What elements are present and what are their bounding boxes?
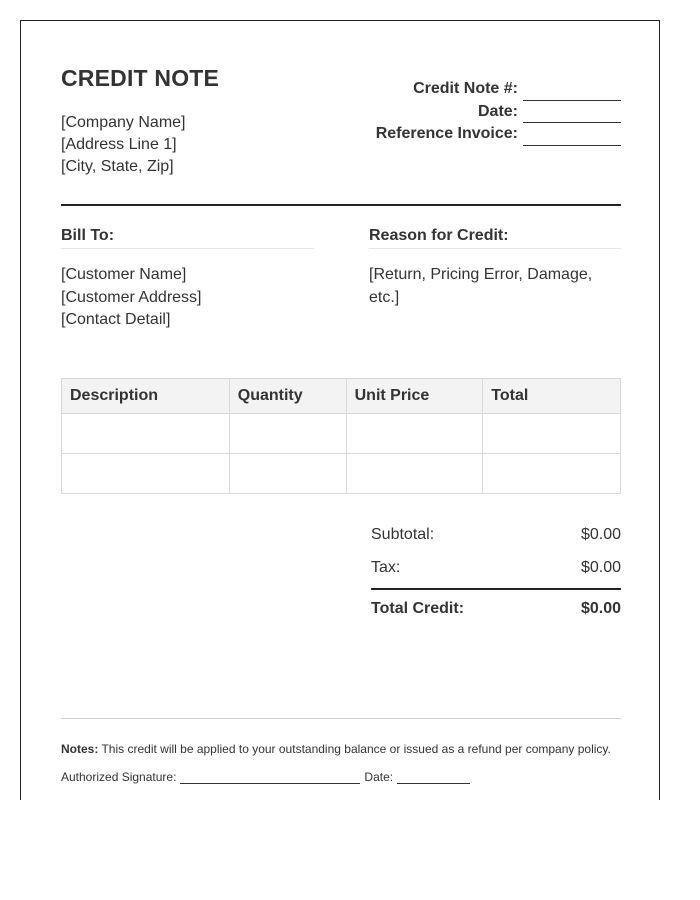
cell-description[interactable] [62, 454, 230, 494]
subtotal-value: $0.00 [580, 525, 621, 543]
credit-note-number-row [376, 78, 621, 101]
customer-name: [Customer Name] [61, 266, 187, 283]
signature-date-field[interactable] [397, 772, 470, 784]
credit-note-number-field[interactable] [523, 84, 621, 101]
bill-to-underline [61, 248, 314, 249]
table-row [62, 414, 621, 454]
cell-quantity[interactable] [229, 414, 346, 454]
totals-block [371, 518, 621, 625]
footer-divider [61, 718, 621, 719]
company-name: [Company Name] [61, 114, 186, 131]
signature-date-label: Date: [364, 770, 394, 784]
table-header-row [62, 379, 621, 414]
items-table [61, 378, 621, 494]
bill-to-block [61, 264, 202, 332]
document-title: CREDIT NOTE [61, 65, 220, 91]
reason-label: Reason for Credit: [369, 227, 509, 244]
table-row [62, 454, 621, 494]
subtotal-row [371, 518, 621, 551]
cell-quantity[interactable] [229, 454, 346, 494]
total-credit-value: $0.00 [580, 599, 621, 617]
notes-line [61, 742, 611, 756]
cell-description[interactable] [62, 414, 230, 454]
company-block [61, 112, 186, 178]
customer-contact: [Contact Detail] [61, 311, 171, 328]
total-credit-row [371, 592, 621, 625]
header-description: Description [62, 379, 230, 414]
signature-line [61, 770, 474, 784]
date-field[interactable] [523, 106, 621, 123]
date-label: Date: [477, 102, 518, 120]
header-total: Total [483, 379, 621, 414]
date-row [376, 101, 621, 124]
customer-address: [Customer Address] [61, 288, 202, 306]
cell-total[interactable] [483, 454, 621, 494]
signature-label: Authorized Signature: [61, 770, 177, 784]
reason-text: [Return, Pricing Error, Damage, etc.] [369, 266, 593, 306]
subtotal-label: Subtotal: [371, 525, 435, 543]
tax-row [371, 551, 621, 584]
cell-unit-price[interactable] [346, 454, 483, 494]
cell-unit-price[interactable] [346, 414, 483, 454]
bill-to-label: Bill To: [61, 227, 115, 244]
company-address: [Address Line 1] [61, 136, 177, 153]
signature-field[interactable] [180, 772, 360, 784]
cell-total[interactable] [483, 414, 621, 454]
reference-invoice-row [376, 123, 621, 146]
totals-divider [371, 588, 621, 590]
credit-note-number-label: Credit Note #: [413, 80, 518, 97]
header-unit-price: Unit Price [346, 379, 483, 414]
notes-text: This credit will be applied to your outstanding balance or issued as a refund per company policy. [101, 742, 611, 756]
header-divider [61, 204, 621, 206]
tax-value: $0.00 [580, 558, 621, 576]
notes-label: Notes: [61, 742, 99, 756]
total-credit-label: Total Credit: [371, 599, 465, 617]
company-city: [City, State, Zip] [61, 158, 174, 175]
reason-underline [369, 248, 621, 249]
meta-block [376, 78, 621, 146]
reference-invoice-label: Reference Invoice: [375, 125, 518, 142]
tax-label: Tax: [371, 558, 401, 576]
header-quantity: Quantity [229, 379, 346, 414]
reference-invoice-field[interactable] [523, 129, 621, 146]
